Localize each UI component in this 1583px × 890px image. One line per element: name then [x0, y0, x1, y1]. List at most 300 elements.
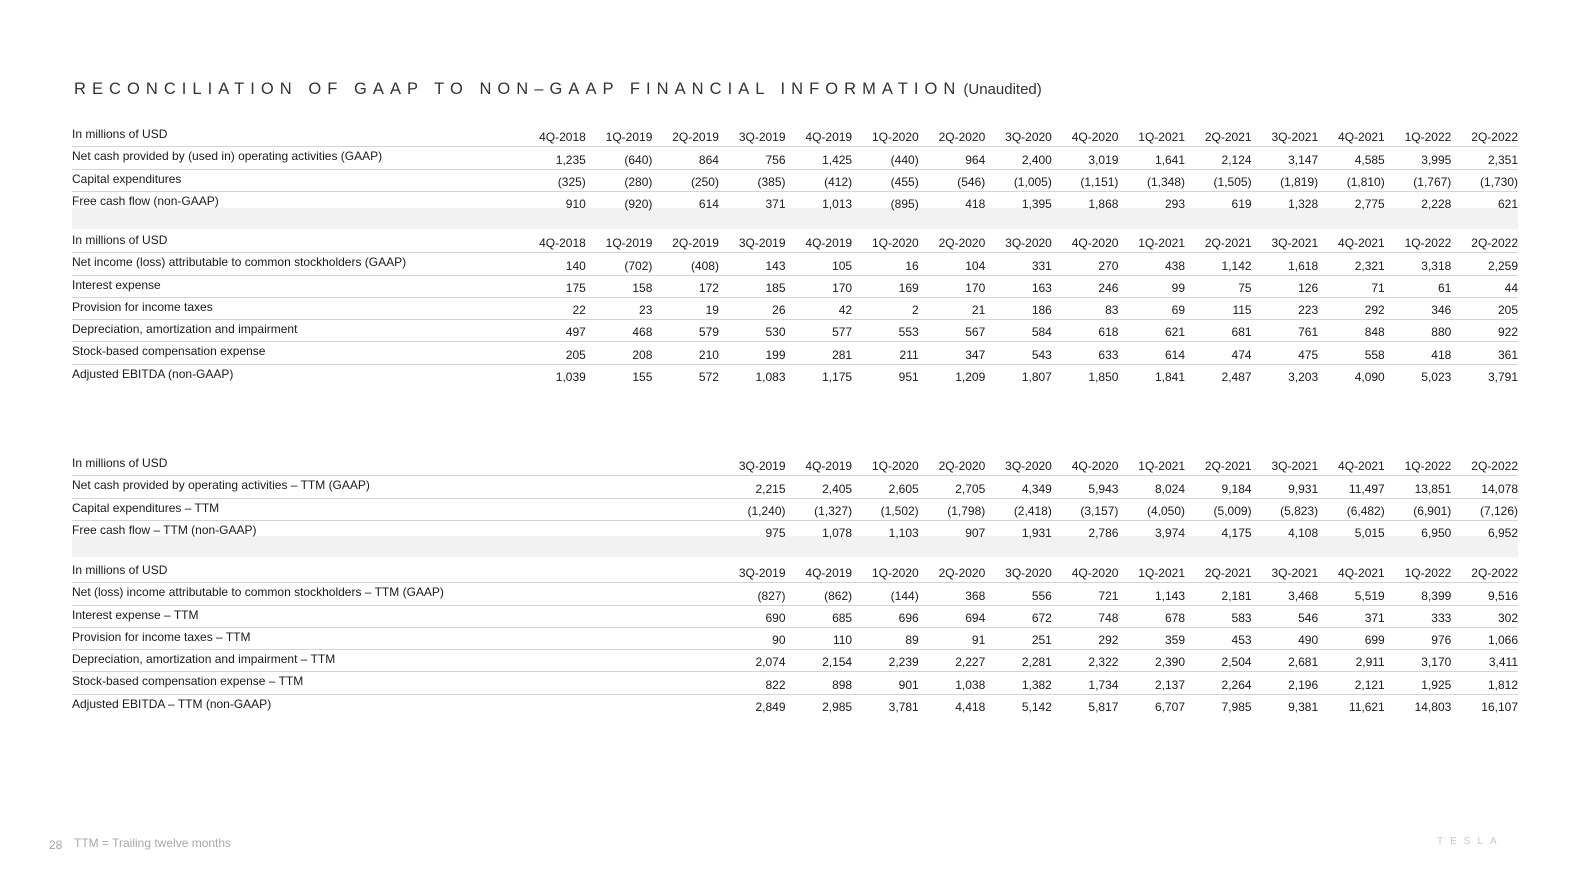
- table-cell: 5,023: [1421, 370, 1452, 385]
- row-label: Net (loss) income attributable to common stockholders – TTM (GAAP): [72, 583, 519, 605]
- table-cell: 619: [1231, 197, 1252, 212]
- column-header: 1Q-2021: [1118, 454, 1185, 476]
- table-cell: 438: [1118, 253, 1185, 275]
- table-cell: 418: [1385, 342, 1452, 364]
- table-cell: 4,090: [1354, 370, 1385, 385]
- column-header: 4Q-2021: [1318, 561, 1385, 583]
- table-cell: 5,519: [1318, 583, 1385, 605]
- table-cell: 848: [1318, 320, 1385, 342]
- table-cell: 2,227: [919, 650, 986, 672]
- table-cell: 3,147: [1252, 147, 1319, 169]
- table-cell: 696: [852, 605, 919, 627]
- table-cell: 210: [652, 342, 719, 364]
- table-cell: 251: [985, 627, 1052, 649]
- column-header: 3Q-2020: [985, 231, 1052, 253]
- table-cell: [519, 694, 586, 716]
- row-label: Free cash flow (non-GAAP): [72, 193, 219, 208]
- table-cell: (1,505): [1185, 169, 1252, 191]
- table-cell: 211: [852, 342, 919, 364]
- table-cell: 756: [719, 147, 786, 169]
- table-cell: 8,399: [1385, 583, 1452, 605]
- table-cell: [652, 672, 719, 694]
- table-cell: 1,641: [1118, 147, 1185, 169]
- table-cell: 761: [1252, 320, 1319, 342]
- table-cell: 140: [519, 253, 586, 275]
- table-cell: 1,931: [1021, 526, 1052, 541]
- table-header-row: [72, 454, 1518, 476]
- table-row: [72, 583, 1518, 605]
- row-label: Adjusted EBITDA – TTM (non-GAAP): [72, 696, 272, 711]
- table-cell: (920): [624, 197, 653, 212]
- table-row: [72, 169, 1518, 191]
- table-cell: 75: [1185, 275, 1252, 297]
- table-cell: 155: [632, 370, 653, 385]
- table-cell: 175: [519, 275, 586, 297]
- column-header: 1Q-2020: [852, 454, 919, 476]
- column-header: 4Q-2021: [1318, 125, 1385, 147]
- table-cell: 169: [852, 275, 919, 297]
- column-header: 3Q-2019: [719, 454, 786, 476]
- table-cell: 907: [965, 526, 986, 541]
- table-cell: 2,281: [985, 650, 1052, 672]
- table-cell: 5,142: [1021, 700, 1052, 715]
- table-cell: (1,798): [919, 498, 986, 520]
- column-header: 2Q-2021: [1185, 231, 1252, 253]
- row-label: Net cash provided by (used in) operating activities (GAAP): [72, 147, 519, 169]
- table-row: [72, 605, 1518, 627]
- table-cell: 347: [919, 342, 986, 364]
- table-cell: 143: [719, 253, 786, 275]
- table-cell: 567: [919, 320, 986, 342]
- table-cell: 1,868: [1088, 197, 1119, 212]
- table-cell: 99: [1118, 275, 1185, 297]
- page-number: 28: [49, 838, 63, 852]
- table-cell: 4,108: [1288, 526, 1319, 541]
- table-cell: [652, 583, 719, 605]
- table-cell: 4,418: [955, 700, 986, 715]
- table-row: [72, 694, 1518, 716]
- table-cell: 475: [1252, 342, 1319, 364]
- table-cell: [652, 498, 719, 520]
- column-header: 1Q-2020: [852, 561, 919, 583]
- column-header: 3Q-2021: [1252, 454, 1319, 476]
- table-cell: 1,328: [1288, 197, 1319, 212]
- table-cell: [519, 672, 586, 694]
- table-cell: 1,618: [1252, 253, 1319, 275]
- table-cell: 864: [652, 147, 719, 169]
- table-cell: (6,482): [1318, 498, 1385, 520]
- table-cell: 22: [519, 297, 586, 319]
- table-cell: [652, 694, 719, 716]
- table-cell: 2,181: [1185, 583, 1252, 605]
- column-header: [519, 561, 586, 583]
- column-header: 4Q-2019: [786, 561, 853, 583]
- column-header: 3Q-2019: [719, 561, 786, 583]
- table-cell: 614: [698, 197, 719, 212]
- table-cell: 553: [852, 320, 919, 342]
- row-label: Depreciation, amortization and impairment: [72, 320, 519, 342]
- table-cell: 2,605: [852, 476, 919, 498]
- table-cell: (1,327): [786, 498, 853, 520]
- table-cell: 5,015: [1354, 526, 1385, 541]
- table-cell: (4,050): [1118, 498, 1185, 520]
- table-cell: 14,803: [1414, 700, 1452, 715]
- table-cell: (3,157): [1052, 498, 1119, 520]
- table-cell: (1,502): [852, 498, 919, 520]
- row-label: Adjusted EBITDA (non-GAAP): [72, 366, 234, 381]
- table-cell: (250): [652, 169, 719, 191]
- table-cell: 583: [1185, 605, 1252, 627]
- table-cell: 1,807: [1021, 370, 1052, 385]
- table-row: [72, 672, 1518, 694]
- table-cell: 2,351: [1451, 147, 1518, 169]
- table-cell: 2,786: [1088, 526, 1119, 541]
- row-label: Depreciation, amortization and impairment – TTM: [72, 650, 519, 672]
- table-cell: 1,175: [822, 370, 853, 385]
- table-cell: 223: [1252, 297, 1319, 319]
- table-cell: 901: [852, 672, 919, 694]
- table-cell: 2: [852, 297, 919, 319]
- table-row: [72, 498, 1518, 520]
- table-cell: 11,497: [1318, 476, 1385, 498]
- table-cell: 2,400: [985, 147, 1052, 169]
- column-header: 2Q-2020: [919, 231, 986, 253]
- table-cell: 614: [1118, 342, 1185, 364]
- table-cell: [652, 627, 719, 649]
- row-label: Interest expense – TTM: [72, 605, 519, 627]
- column-header: 1Q-2021: [1118, 231, 1185, 253]
- column-header: 4Q-2021: [1318, 231, 1385, 253]
- column-header: 2Q-2022: [1451, 231, 1518, 253]
- table-cell: (827): [719, 583, 786, 605]
- table-cell: 678: [1118, 605, 1185, 627]
- table-cell: 2,121: [1318, 672, 1385, 694]
- table-cell: 1,038: [919, 672, 986, 694]
- table-cell: (440): [852, 147, 919, 169]
- table-cell: 2,259: [1451, 253, 1518, 275]
- table-cell: 105: [786, 253, 853, 275]
- table-cell: 23: [586, 297, 653, 319]
- table-cell: 579: [652, 320, 719, 342]
- table-cell: 453: [1185, 627, 1252, 649]
- adjusted-ebitda-table: [72, 231, 1518, 386]
- table-cell: [519, 650, 586, 672]
- title-subtitle: (Unaudited): [963, 81, 1042, 98]
- table-header-row: [72, 561, 1518, 583]
- column-header: 3Q-2021: [1252, 125, 1319, 147]
- table-cell: 2,705: [919, 476, 986, 498]
- table-cell: 910: [565, 197, 586, 212]
- table-cell: 1,103: [888, 526, 919, 541]
- column-header: 4Q-2020: [1052, 561, 1119, 583]
- table-cell: (280): [586, 169, 653, 191]
- table-cell: 584: [985, 320, 1052, 342]
- table-cell: 633: [1052, 342, 1119, 364]
- table-cell: 2,239: [852, 650, 919, 672]
- column-header: [652, 454, 719, 476]
- column-header: 3Q-2019: [719, 125, 786, 147]
- column-header: 1Q-2019: [586, 125, 653, 147]
- table-cell: 2,390: [1118, 650, 1185, 672]
- table-cell: 42: [786, 297, 853, 319]
- table-cell: 170: [919, 275, 986, 297]
- page-title: [74, 80, 1042, 99]
- table-row: [72, 476, 1518, 498]
- table-cell: 172: [652, 275, 719, 297]
- table-cell: 14,078: [1451, 476, 1518, 498]
- column-header: 2Q-2021: [1185, 454, 1252, 476]
- column-header: 3Q-2020: [985, 125, 1052, 147]
- table-cell: 1,039: [555, 370, 586, 385]
- column-header: [586, 561, 653, 583]
- table-cell: 371: [765, 197, 786, 212]
- table-cell: 199: [719, 342, 786, 364]
- table-cell: 359: [1118, 627, 1185, 649]
- table-cell: 110: [786, 627, 853, 649]
- column-header: 1Q-2021: [1118, 561, 1185, 583]
- table-cell: 246: [1052, 275, 1119, 297]
- table-cell: 115: [1185, 297, 1252, 319]
- column-header: 2Q-2020: [919, 454, 986, 476]
- column-header: 1Q-2022: [1385, 125, 1452, 147]
- table-cell: [586, 583, 653, 605]
- table-cell: 822: [719, 672, 786, 694]
- table-cell: 205: [519, 342, 586, 364]
- column-header: [519, 454, 586, 476]
- table-cell: 3,468: [1252, 583, 1319, 605]
- row-label: Provision for income taxes – TTM: [72, 627, 519, 649]
- column-header: 3Q-2020: [985, 561, 1052, 583]
- table-cell: (895): [890, 197, 919, 212]
- table-cell: 2,504: [1185, 650, 1252, 672]
- table-cell: 185: [719, 275, 786, 297]
- table-cell: 292: [1318, 297, 1385, 319]
- table-cell: 208: [586, 342, 653, 364]
- table-cell: 9,381: [1288, 700, 1319, 715]
- table-cell: 4,349: [985, 476, 1052, 498]
- table-cell: (412): [786, 169, 853, 191]
- column-header: 1Q-2022: [1385, 231, 1452, 253]
- table-row: [72, 520, 1518, 542]
- table-cell: 2,322: [1052, 650, 1119, 672]
- table-cell: 3,411: [1451, 650, 1518, 672]
- table-cell: 7,985: [1221, 700, 1252, 715]
- table-row: [72, 320, 1518, 342]
- table-cell: [652, 476, 719, 498]
- table-row: [72, 364, 1518, 386]
- table-cell: 3,995: [1385, 147, 1452, 169]
- header-label: In millions of USD: [72, 125, 519, 147]
- table-row: [72, 275, 1518, 297]
- table-cell: [519, 476, 586, 498]
- column-header: 4Q-2021: [1318, 454, 1385, 476]
- table-cell: 898: [786, 672, 853, 694]
- table-cell: 621: [1118, 320, 1185, 342]
- table-cell: (1,810): [1318, 169, 1385, 191]
- table-cell: 9,931: [1252, 476, 1319, 498]
- table-cell: 1,143: [1118, 583, 1185, 605]
- column-header: 2Q-2022: [1451, 125, 1518, 147]
- header-label: In millions of USD: [72, 231, 519, 253]
- table-cell: 3,318: [1385, 253, 1452, 275]
- table-cell: 699: [1318, 627, 1385, 649]
- table-cell: 546: [1252, 605, 1319, 627]
- table-row: [72, 627, 1518, 649]
- column-header: 1Q-2020: [852, 125, 919, 147]
- table-cell: 3,203: [1288, 370, 1319, 385]
- table-cell: 6,952: [1487, 526, 1518, 541]
- table-cell: 5,817: [1088, 700, 1119, 715]
- table-cell: (144): [852, 583, 919, 605]
- header-label: In millions of USD: [72, 561, 519, 583]
- table-cell: 530: [719, 320, 786, 342]
- column-header: 2Q-2022: [1451, 561, 1518, 583]
- column-header: 4Q-2020: [1052, 454, 1119, 476]
- table-cell: 158: [586, 275, 653, 297]
- table-cell: [519, 605, 586, 627]
- table-cell: 2,985: [822, 700, 853, 715]
- table-row: [72, 297, 1518, 319]
- row-label: Interest expense: [72, 275, 519, 297]
- table-cell: 1,235: [519, 147, 586, 169]
- table-cell: 371: [1318, 605, 1385, 627]
- table-cell: 126: [1252, 275, 1319, 297]
- table-cell: [652, 605, 719, 627]
- column-header: 2Q-2022: [1451, 454, 1518, 476]
- adjusted-ebitda-ttm-table: [72, 561, 1518, 716]
- column-header: 2Q-2019: [652, 231, 719, 253]
- table-cell: 951: [898, 370, 919, 385]
- table-cell: (408): [652, 253, 719, 275]
- table-cell: 170: [786, 275, 853, 297]
- tesla-logo: TESLA: [1437, 836, 1504, 847]
- table-cell: 621: [1497, 197, 1518, 212]
- table-cell: 21: [919, 297, 986, 319]
- table-cell: 1,812: [1451, 672, 1518, 694]
- column-header: 4Q-2020: [1052, 125, 1119, 147]
- table-cell: 976: [1385, 627, 1452, 649]
- table-cell: (1,819): [1252, 169, 1319, 191]
- table-cell: 44: [1451, 275, 1518, 297]
- table-cell: 293: [1164, 197, 1185, 212]
- table-cell: 543: [985, 342, 1052, 364]
- column-header: 1Q-2019: [586, 231, 653, 253]
- table-cell: [519, 583, 586, 605]
- table-header-row: [72, 125, 1518, 147]
- row-label: Stock-based compensation expense: [72, 342, 519, 364]
- table-cell: 3,781: [888, 700, 919, 715]
- table-cell: 6,950: [1421, 526, 1452, 541]
- table-cell: 2,228: [1421, 197, 1452, 212]
- column-header: 2Q-2019: [652, 125, 719, 147]
- table-cell: 418: [965, 197, 986, 212]
- table-cell: 1,142: [1185, 253, 1252, 275]
- table-cell: 1,850: [1088, 370, 1119, 385]
- free-cash-flow-ttm-table: [72, 454, 1518, 542]
- column-header: 1Q-2021: [1118, 125, 1185, 147]
- column-header: 2Q-2020: [919, 125, 986, 147]
- table-cell: 474: [1185, 342, 1252, 364]
- table-cell: 2,215: [719, 476, 786, 498]
- row-label: Free cash flow – TTM (non-GAAP): [72, 522, 257, 537]
- free-cash-flow-table: [72, 125, 1518, 213]
- table-cell: 2,074: [719, 650, 786, 672]
- table-cell: (546): [919, 169, 986, 191]
- table-cell: 26: [719, 297, 786, 319]
- table-cell: 4,175: [1221, 526, 1252, 541]
- table-cell: 572: [698, 370, 719, 385]
- table-cell: 1,083: [755, 370, 786, 385]
- table-cell: (640): [586, 147, 653, 169]
- table-cell: 2,911: [1318, 650, 1385, 672]
- column-header: [586, 454, 653, 476]
- table-cell: 1,078: [822, 526, 853, 541]
- table-row: [72, 342, 1518, 364]
- table-cell: 361: [1451, 342, 1518, 364]
- table-cell: [586, 476, 653, 498]
- table-cell: [652, 650, 719, 672]
- table-cell: 2,264: [1185, 672, 1252, 694]
- table-cell: 9,516: [1451, 583, 1518, 605]
- table-cell: [586, 498, 653, 520]
- table-cell: 497: [519, 320, 586, 342]
- table-cell: 16: [852, 253, 919, 275]
- row-label: Capital expenditures: [72, 169, 519, 191]
- table-cell: 69: [1118, 297, 1185, 319]
- table-cell: 964: [919, 147, 986, 169]
- table-cell: 83: [1052, 297, 1119, 319]
- table-cell: (385): [719, 169, 786, 191]
- table-cell: 104: [919, 253, 986, 275]
- table-cell: 270: [1052, 253, 1119, 275]
- table-cell: 3,791: [1487, 370, 1518, 385]
- column-header: 1Q-2020: [852, 231, 919, 253]
- table-cell: 186: [985, 297, 1052, 319]
- column-header: 4Q-2018: [519, 125, 586, 147]
- table-row: [72, 147, 1518, 169]
- table-cell: 685: [786, 605, 853, 627]
- table-cell: 89: [852, 627, 919, 649]
- title-main: RECONCILIATION OF GAAP TO NON–GAAP FINANCIAL INFORMATION: [74, 80, 962, 98]
- table-cell: 3,019: [1052, 147, 1119, 169]
- table-cell: [586, 520, 653, 542]
- column-header: 4Q-2019: [786, 125, 853, 147]
- table-cell: 558: [1318, 342, 1385, 364]
- table-cell: 694: [919, 605, 986, 627]
- column-header: 2Q-2021: [1185, 125, 1252, 147]
- table-cell: 205: [1451, 297, 1518, 319]
- table-cell: 2,124: [1185, 147, 1252, 169]
- table-cell: 346: [1385, 297, 1452, 319]
- table-cell: 681: [1185, 320, 1252, 342]
- table-cell: 292: [1052, 627, 1119, 649]
- table-cell: 618: [1052, 320, 1119, 342]
- column-header: 1Q-2022: [1385, 561, 1452, 583]
- column-header: 4Q-2020: [1052, 231, 1119, 253]
- table-header-row: [72, 231, 1518, 253]
- table-cell: 2,137: [1118, 672, 1185, 694]
- table-cell: (1,151): [1052, 169, 1119, 191]
- table-cell: (1,767): [1385, 169, 1452, 191]
- table-cell: (5,823): [1252, 498, 1319, 520]
- table-cell: [519, 498, 586, 520]
- table-cell: (1,348): [1118, 169, 1185, 191]
- column-header: [652, 561, 719, 583]
- table-cell: 3,974: [1154, 526, 1185, 541]
- table-cell: 1,841: [1154, 370, 1185, 385]
- table-cell: 61: [1385, 275, 1452, 297]
- table-cell: 71: [1318, 275, 1385, 297]
